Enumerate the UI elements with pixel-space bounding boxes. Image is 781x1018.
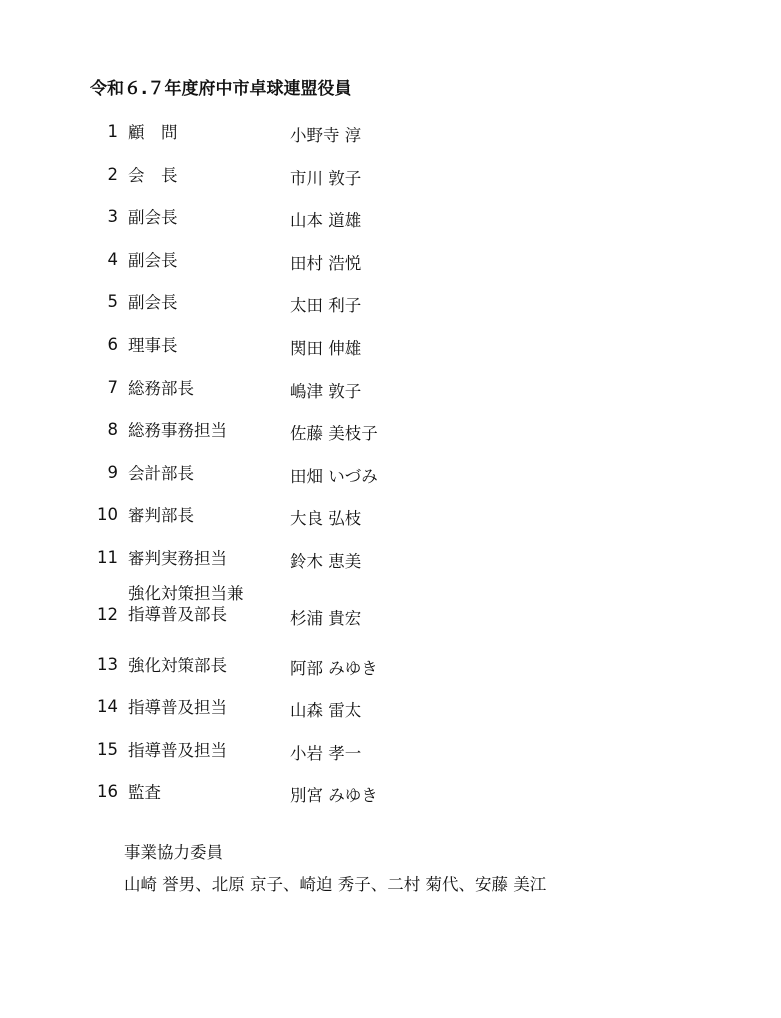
officer-role: 強化対策部長	[128, 655, 227, 675]
officer-role: 総務事務担当	[128, 421, 227, 441]
officer-row	[90, 114, 650, 157]
cooperation-heading: 事業協力委員	[124, 843, 223, 862]
officer-name: 田畑 いづみ	[290, 466, 378, 486]
officer-number: 6	[107, 334, 118, 354]
officer-role: 指導普及担当	[128, 740, 227, 760]
officer-name: 杉浦 貴宏	[290, 608, 362, 628]
officer-role: 副会長	[128, 250, 178, 270]
officer-number: 2	[107, 164, 118, 184]
officer-row	[90, 370, 650, 413]
officer-number: 10	[97, 505, 118, 525]
officer-name: 佐藤 美枝子	[290, 424, 378, 444]
officer-name: 阿部 みゆき	[290, 658, 378, 678]
officer-name: 市川 敦子	[290, 168, 362, 188]
officer-number: 15	[97, 739, 118, 759]
officer-number: 14	[97, 697, 118, 717]
officer-name: 小岩 孝一	[290, 743, 362, 763]
officer-row	[90, 540, 650, 583]
officer-row	[90, 412, 650, 455]
officer-number: 13	[97, 654, 118, 674]
officer-row	[90, 284, 650, 327]
officer-row	[90, 774, 650, 817]
officer-number: 5	[107, 292, 118, 312]
officer-number: 12	[97, 604, 118, 624]
officer-name: 田村 浩悦	[290, 253, 362, 273]
officer-number: 16	[97, 782, 118, 802]
officer-row	[90, 689, 650, 732]
officer-role: 強化対策担当兼 指導普及部長	[128, 583, 244, 624]
officer-row	[90, 327, 650, 370]
officer-number: 8	[107, 420, 118, 440]
officer-row	[90, 497, 650, 540]
officer-role: 顧 問	[128, 123, 178, 142]
officer-number: 4	[107, 249, 118, 269]
officer-row	[90, 242, 650, 285]
officer-number: 11	[97, 547, 118, 567]
officer-role: 審判部長	[128, 506, 194, 526]
officer-role: 副会長	[128, 293, 178, 313]
officer-role: 審判実務担当	[128, 548, 227, 568]
officer-number: 7	[107, 377, 118, 397]
officer-number: 3	[107, 207, 118, 227]
officer-row	[90, 732, 650, 775]
officer-role: 会 長	[128, 165, 178, 185]
officer-row	[90, 199, 650, 242]
officer-row	[90, 455, 650, 498]
officer-number: 9	[107, 462, 118, 482]
officer-name: 山本 道雄	[290, 211, 362, 231]
officer-role: 副会長	[128, 208, 178, 228]
officer-role: 理事長	[128, 335, 178, 355]
officer-role: 指導普及担当	[128, 698, 227, 718]
cooperation-committee	[124, 842, 546, 896]
page-title: 令和６.７年度府中市卓球連盟役員	[90, 79, 352, 99]
officer-name: 鈴木 恵美	[290, 551, 362, 571]
officer-row	[90, 583, 650, 647]
officer-role: 総務部長	[128, 378, 194, 398]
officer-name: 太田 利子	[290, 296, 362, 316]
officer-role: 監査	[128, 783, 161, 803]
officer-row	[90, 647, 650, 690]
officer-list	[90, 114, 650, 817]
officer-number: 1	[107, 122, 118, 141]
officer-name: 嶋津 敦子	[290, 381, 362, 401]
cooperation-members: 山崎 誉男、北原 京子、崎迫 秀子、二村 菊代、安藤 美江	[124, 875, 547, 894]
officer-name: 小野寺 淳	[290, 126, 362, 145]
officer-row	[90, 157, 650, 200]
officer-name: 関田 伸雄	[290, 338, 362, 358]
officer-role: 会計部長	[128, 463, 194, 483]
officer-name: 山森 雷太	[290, 701, 362, 721]
officer-name: 別宮 みゆき	[290, 786, 378, 806]
officer-name: 大良 弘枝	[290, 509, 362, 529]
